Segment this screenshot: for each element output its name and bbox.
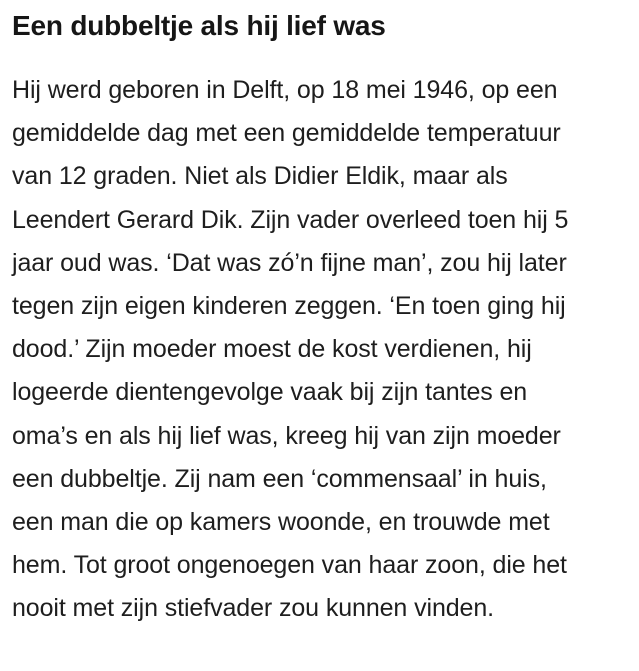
paragraph-line: Hij werd geboren in Delft, op 18 mei 1946, op een xyxy=(12,76,558,104)
paragraph-line: tegen zijn eigen kinderen zeggen. ‘En toen ging hij xyxy=(12,292,566,321)
article xyxy=(12,0,636,623)
paragraph-line: logeerde dientengevolge vaak bij zijn tantes en xyxy=(12,378,528,407)
paragraph-line: dood.’ Zijn moeder moest de kost verdienen, hij xyxy=(12,335,532,364)
article-paragraph xyxy=(12,69,636,631)
paragraph-line: van 12 graden. Niet als Didier Eldik, maar als xyxy=(12,162,508,191)
paragraph-line: gemiddelde dag met een gemiddelde temperatuur xyxy=(12,119,561,148)
paragraph-line: oma’s en als hij lief was, kreeg hij van zijn moeder xyxy=(12,421,561,450)
paragraph-line: nooit met zijn stiefvader zou kunnen vinden. xyxy=(12,594,495,623)
paragraph-line: hem. Tot groot ongenoegen van haar zoon, die het xyxy=(12,551,567,580)
paragraph-line: jaar oud was. ‘Dat was zó’n fijne man’, zou hij later xyxy=(12,248,567,277)
article-title: Een dubbeltje als hij lief was xyxy=(12,10,386,41)
paragraph-line: Leendert Gerard Dik. Zijn vader overleed toen hij 5 xyxy=(12,205,569,234)
paragraph-line: een dubbeltje. Zij nam een ‘commensaal’ in huis, xyxy=(12,464,547,493)
paragraph-line: een man die op kamers woonde, en trouwde met xyxy=(12,508,550,537)
